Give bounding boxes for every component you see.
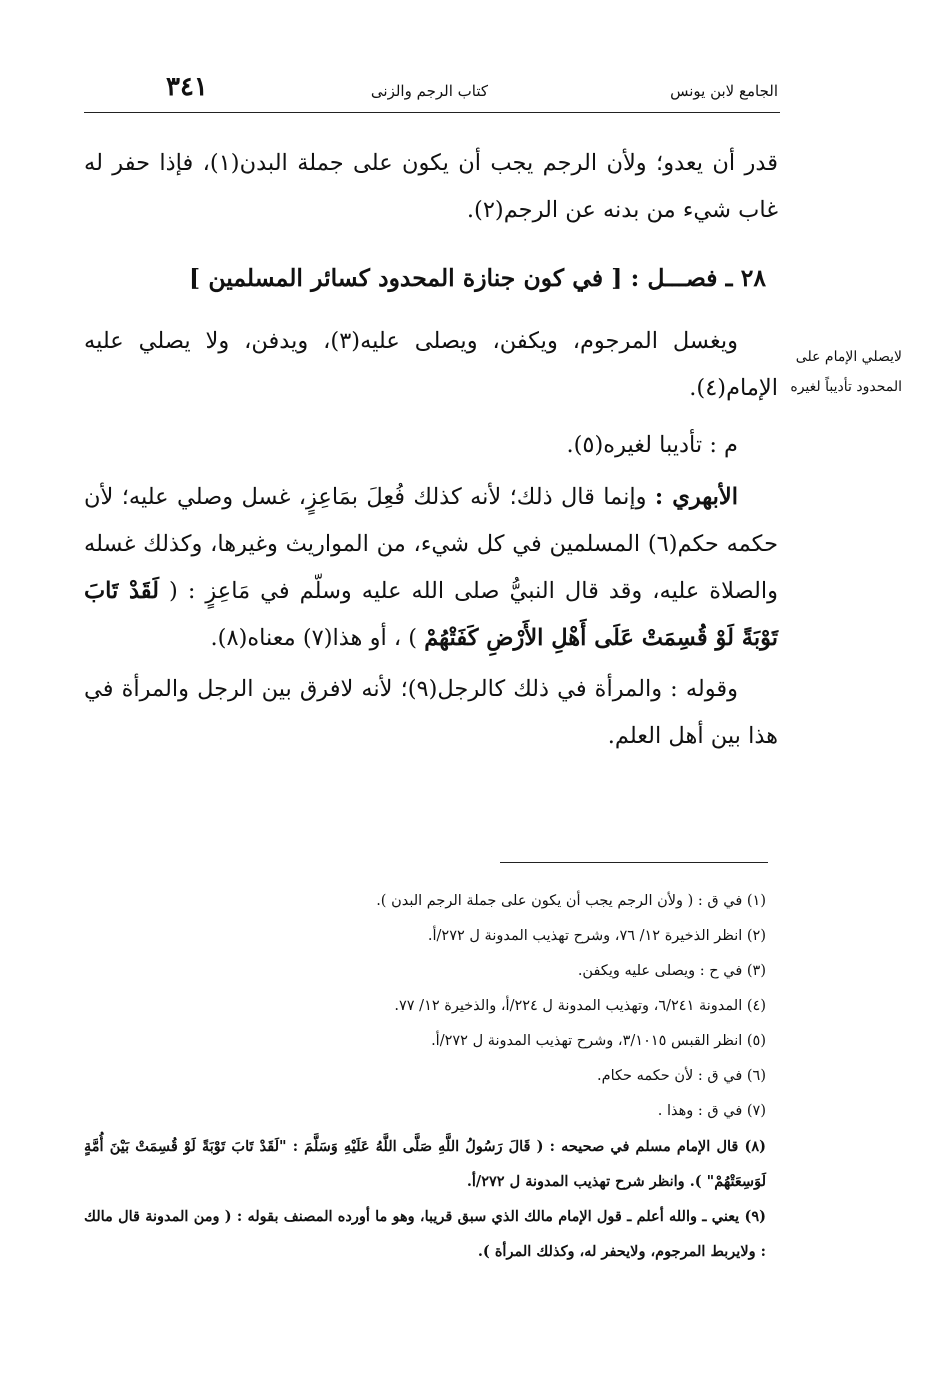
header-rule [84, 112, 780, 113]
paragraph-5 [84, 666, 778, 760]
paragraph-4-tail: ) ، أو هذا(٧) معناه(٨). [210, 625, 425, 651]
hadith-quote: لَقَدْ تَابَ تَوْبَةً لَوْ قُسِمَتْ عَلَى أَهْلِ الأَرْضِ كَفَتْهُمْ [84, 578, 778, 651]
paragraph-3-text: م : تأديبا لغيره(٥). [566, 432, 738, 458]
footnote-rule [500, 862, 768, 863]
margin-note: لايصلي الإمام على المحدود تأديباً لغيره [790, 349, 902, 395]
paragraph-3 [84, 422, 778, 469]
paragraph-1-text: قدر أن يعدو؛ ولأن الرجم يجب أن يكون على جملة البدن(١)، فإذا حفر له غاب شيء من بدنه عن الرجم(٢). [84, 150, 778, 223]
footnote-8: (٨) قال الإمام مسلم في صحيحه : ( قَالَ رَسُولُ اللَّهِ صَلَّى اللَّهُ عَلَيْهِ وَسَلَّمَ : "لَقَدْ تَابَ تَوْبَةً لَوْ قُسِمَتْ بَيْنَ أُمَّةٍ لَوَسِعَتْهُمْ" ). وانظر شرح تهذيب المدونة ل ٢٧٢/أ. [84, 1138, 766, 1190]
paragraph-continued [84, 140, 778, 234]
book-title: الجامع لابن يونس [670, 82, 778, 100]
footnote-4: (٤) المدونة ٦/٢٤١، وتهذيب المدونة ل ٢٢٤/أ، والذخيرة ١٢/ ٧٧. [394, 998, 766, 1014]
footnote-5: (٥) انظر القبس ٣/١٠١٥، وشرح تهذيب المدونة ل ٢٧٢/أ. [431, 1033, 766, 1049]
speaker-label: الأبهري : [654, 484, 738, 510]
running-header [166, 72, 778, 108]
paragraph-5-text: وقوله : والمرأة في ذلك كالرجل(٩)؛ لأنه لافرق بين الرجل والمرأة في هذا بين أهل العلم. [84, 676, 778, 749]
paragraph-4-body: وإنما قال ذلك؛ لأنه كذلك فُعِلَ بمَاعِزٍ، غسل وصلي عليه؛ لأن حكمه حكم(٦) المسلمين في كل شيء، من المواريث وغيرها، وكذلك غسله والصلاة عليه، وقد قال النبيُّ صلى الله عليه وسلّم في مَاعِزٍ : ( [84, 484, 778, 604]
footnote-7: (٧) في ق : وهذا . [657, 1103, 766, 1119]
paragraph-2 [84, 318, 778, 412]
footnote-2: (٢) انظر الذخيرة ١٢/ ٧٦، وشرح تهذيب المدونة ل ٢٧٢/أ. [427, 928, 766, 944]
footnote-3: (٣) في ح : ويصلى عليه ويكفن. [577, 963, 766, 979]
footnote-9: (٩) يعني ـ والله أعلم ـ قول الإمام مالك الذي سبق قريبا، وهو ما أورده المصنف بقوله : ( ومن المدونة قال مالك : ولايربط المرجوم، ولايحفر له، وكذلك المرأة ). [84, 1208, 766, 1260]
paragraph-4-text [84, 474, 778, 662]
chapter-title: كتاب الرجم والزنى [370, 82, 488, 100]
page-number: ٣٤١ [166, 72, 208, 102]
footnote-1: (١) في ق : ( ولأن الرجم يجب أن يكون على جملة الرجم البدن ). [376, 893, 766, 909]
footnotes [84, 884, 766, 1269]
footnote-6: (٦) في ق : لأن حكمه حكام. [597, 1068, 766, 1084]
section-heading: ٢٨ ـ فصـــل : [ في كون جنازة المحدود كسائر المسلمين ] [189, 264, 766, 292]
paragraph-2-text: ويغسل المرجوم، ويكفن، ويصلى عليه(٣)، ويدفن، ولا يصلي عليه الإمام(٤). [84, 328, 778, 401]
paragraph-4 [84, 474, 778, 662]
